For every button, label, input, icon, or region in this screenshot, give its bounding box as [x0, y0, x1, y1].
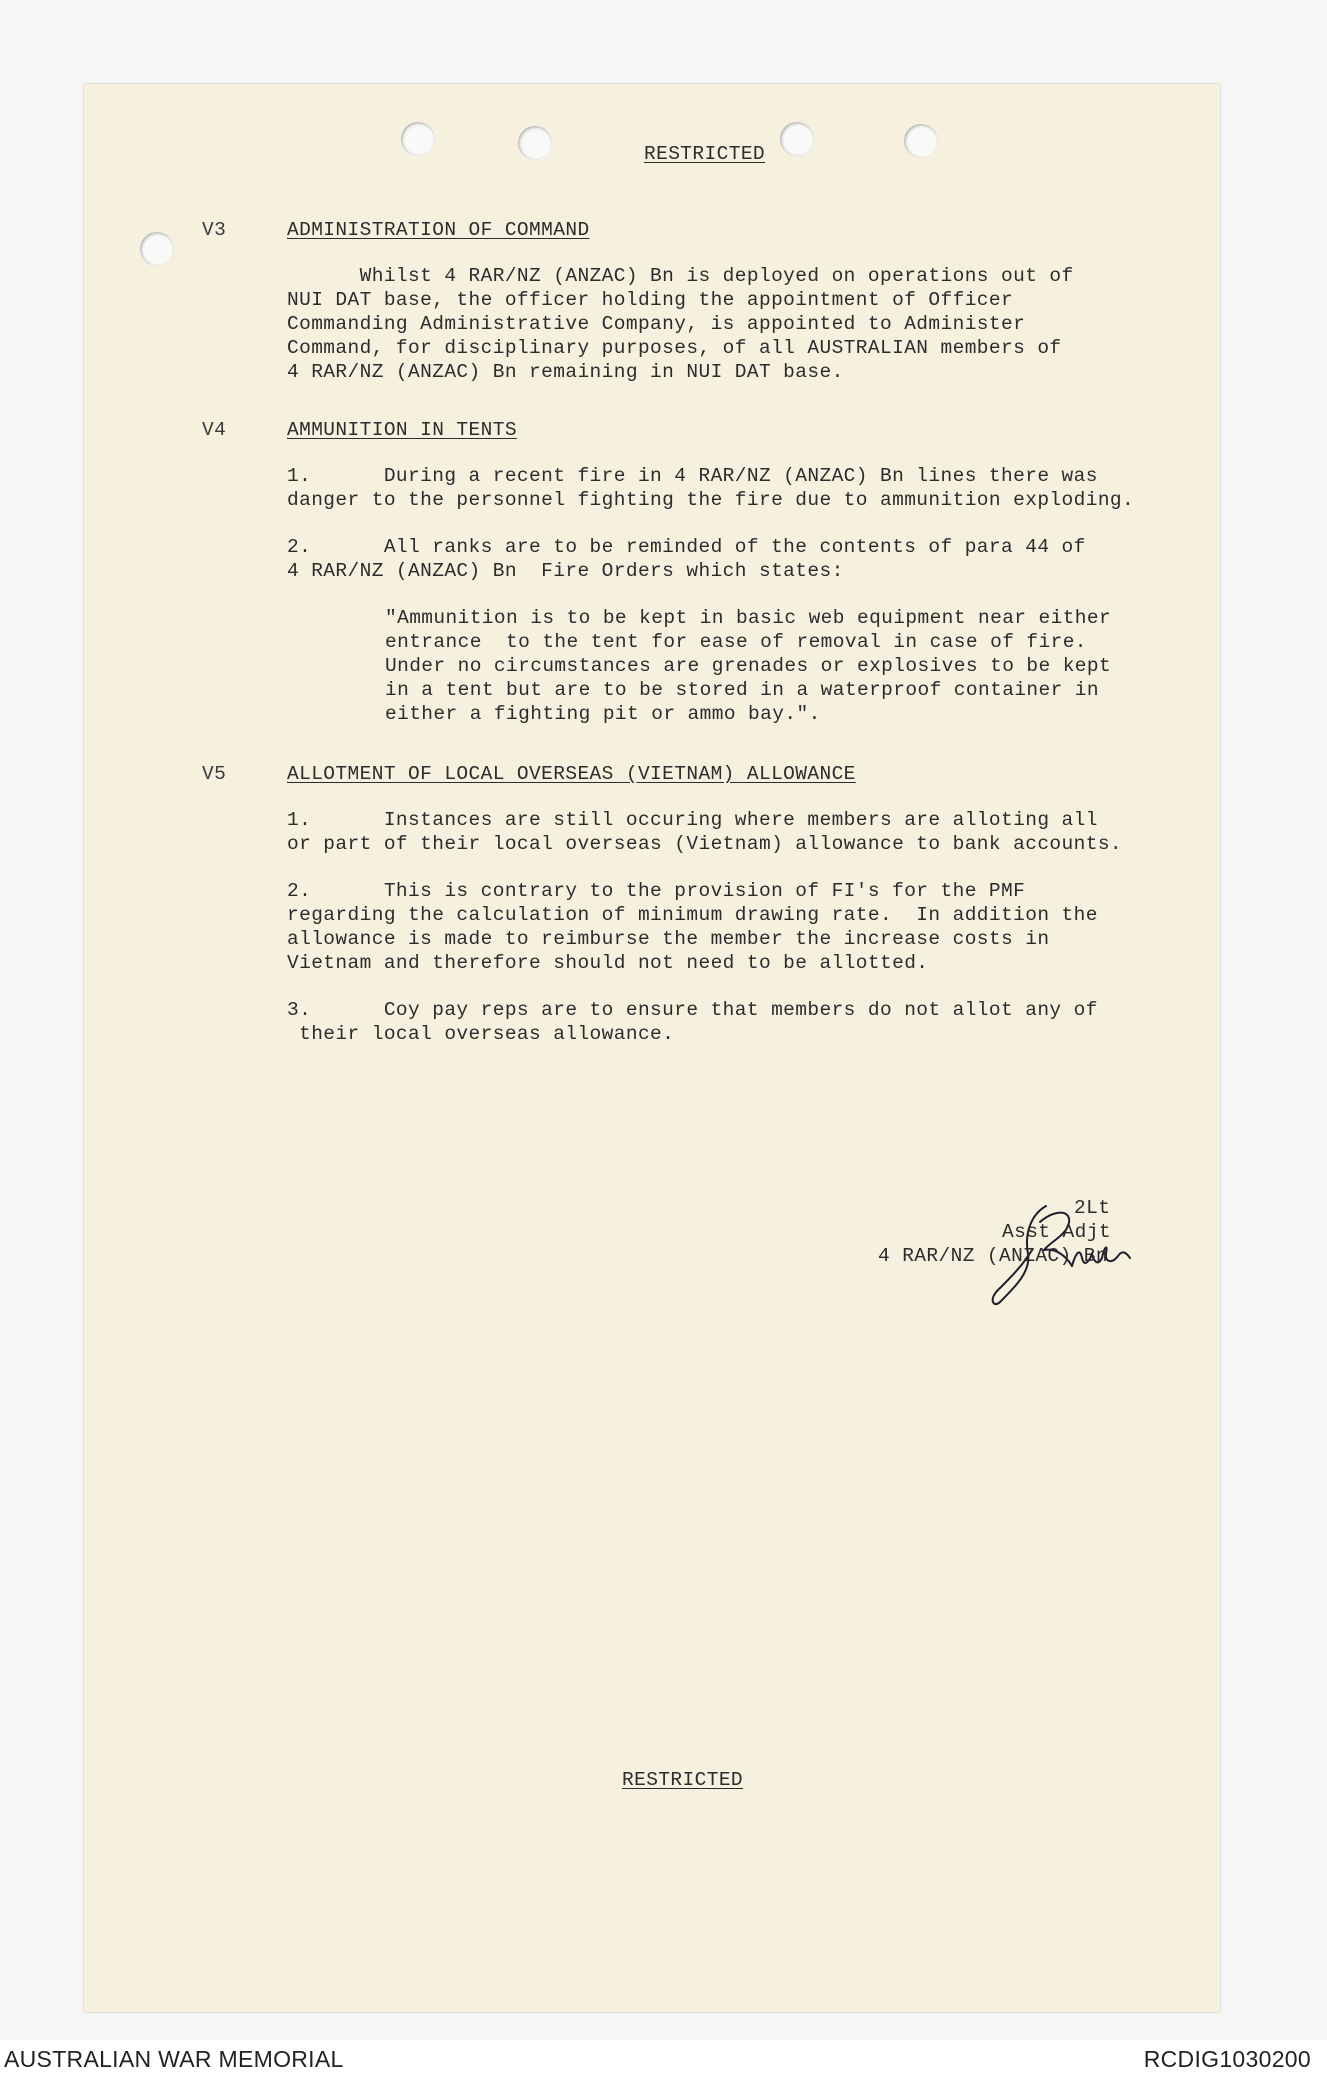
- signatory-appointment: Asst Adjt: [1002, 1221, 1111, 1243]
- v5-p1-line-2: or part of their local overseas (Vietnam) allowance to bank accounts.: [287, 833, 1123, 855]
- section-code-v3: V3: [202, 219, 227, 241]
- v4-quote-line-4: in a tent but are to be stored in a waterproof container in: [385, 679, 1100, 701]
- v5-p3-line-2: their local overseas allowance.: [287, 1023, 675, 1045]
- section-code-v5: V5: [202, 763, 227, 785]
- document-page: [84, 84, 1220, 2012]
- v5-p2-line-2: regarding the calculation of minimum drawing rate. In addition the: [287, 904, 1098, 926]
- v5-p1-line-1: 1. Instances are still occuring where members are alloting all: [287, 809, 1098, 831]
- v3-line-5: 4 RAR/NZ (ANZAC) Bn remaining in NUI DAT base.: [287, 361, 844, 383]
- punch-hole: [904, 124, 938, 158]
- v4-quote-line-5: either a fighting pit or ammo bay.".: [385, 703, 821, 725]
- header-classification: RESTRICTED: [644, 143, 766, 165]
- v4-p1-line-2: danger to the personnel fighting the fire due to ammunition exploding.: [287, 489, 1135, 511]
- punch-hole: [518, 126, 552, 160]
- v5-p2-line-1: 2. This is contrary to the provision of FI's for the PMF: [287, 880, 1026, 902]
- v4-quote-line-2: entrance to the tent for ease of removal in case of fire.: [385, 631, 1087, 653]
- section-title-v4: AMMUNITION IN TENTS: [287, 419, 517, 441]
- footer-classification: RESTRICTED: [622, 1769, 744, 1791]
- section-title-v5: ALLOTMENT OF LOCAL OVERSEAS (VIETNAM) ALLOWANCE: [287, 763, 856, 785]
- punch-hole: [401, 122, 435, 156]
- v5-p2-line-3: allowance is made to reimburse the member the increase costs in: [287, 928, 1050, 950]
- v3-line-2: NUI DAT base, the officer holding the appointment of Officer: [287, 289, 1014, 311]
- section-code-v4: V4: [202, 419, 227, 441]
- v3-line-1: Whilst 4 RAR/NZ (ANZAC) Bn is deployed on operations out of: [287, 265, 1074, 287]
- archive-footer-left: AUSTRALIAN WAR MEMORIAL: [4, 2046, 344, 2072]
- v5-p2-line-4: Vietnam and therefore should not need to be allotted.: [287, 952, 929, 974]
- archive-footer-right: RCDIG1030200: [1143, 2046, 1311, 2072]
- signatory-rank: 2Lt: [1074, 1197, 1111, 1219]
- v4-quote-line-3: Under no circumstances are grenades or explosives to be kept: [385, 655, 1112, 677]
- v5-p3-line-1: 3. Coy pay reps are to ensure that members do not allot any of: [287, 999, 1098, 1021]
- v4-p2-line-2: 4 RAR/NZ (ANZAC) Bn Fire Orders which states:: [287, 560, 844, 582]
- signatory-unit: 4 RAR/NZ (ANZAC) Bn: [878, 1245, 1108, 1267]
- v3-line-3: Commanding Administrative Company, is appointed to Administer: [287, 313, 1026, 335]
- section-title-v3: ADMINISTRATION OF COMMAND: [287, 219, 590, 241]
- punch-hole: [140, 232, 174, 266]
- v4-p2-line-1: 2. All ranks are to be reminded of the contents of para 44 of: [287, 536, 1086, 558]
- v3-line-4: Command, for disciplinary purposes, of all AUSTRALIAN members of: [287, 337, 1062, 359]
- v4-p1-line-1: 1. During a recent fire in 4 RAR/NZ (ANZAC) Bn lines there was: [287, 465, 1098, 487]
- punch-hole: [780, 122, 814, 156]
- v4-quote-line-1: "Ammunition is to be kept in basic web equipment near either: [385, 607, 1112, 629]
